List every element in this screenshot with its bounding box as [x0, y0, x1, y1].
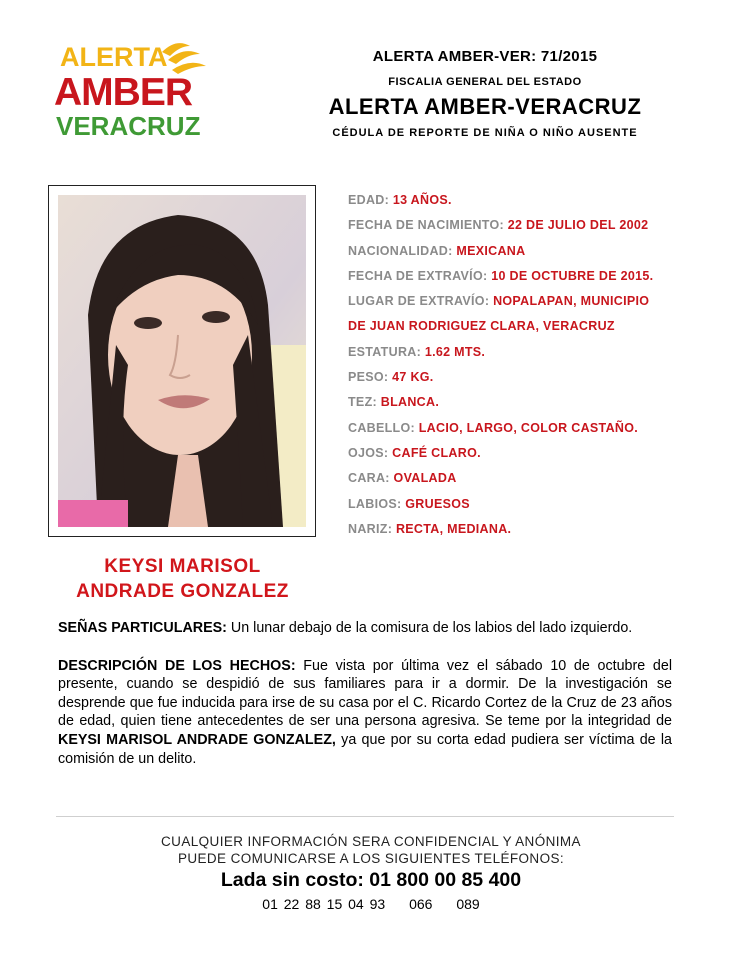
detail-value: OVALADA [393, 471, 457, 486]
missing-child-photo [48, 185, 316, 537]
detail-value: 1.62 MTS. [424, 344, 486, 359]
detail-value: BLANCA. [380, 395, 440, 410]
detail-row [348, 269, 720, 294]
detail-label: LABIOS: [348, 496, 406, 511]
logo-word-amber: AMBER [54, 71, 192, 114]
detail-value: NOPALAPAN, MUNICIPIO [493, 294, 650, 309]
name-line-1: KEYSI MARISOL [104, 556, 261, 577]
detail-value: GRUESOS [405, 496, 470, 511]
alerta-amber-logo [50, 38, 210, 142]
detail-row [348, 446, 720, 471]
name-line-2: ANDRADE GONZALEZ [76, 581, 289, 602]
detail-label: LUGAR DE EXTRAVÍO: [348, 294, 494, 309]
amber-logo-graphic [50, 38, 210, 142]
detail-value: CAFÉ CLARO. [392, 445, 481, 460]
detail-label: PESO: [348, 370, 393, 385]
confidential-notice: CUALQUIER INFORMACIÓN SERA CONFIDENCIAL Y ANÓNIMA [161, 834, 581, 849]
detail-row [348, 294, 720, 319]
case-description-block [58, 619, 672, 768]
detail-row [348, 421, 720, 446]
logo-word-alerta: ALERTA [60, 42, 168, 72]
agency-name: FISCALIA GENERAL DEL ESTADO [388, 76, 582, 88]
page-subtitle: CÉDULA DE REPORTE DE NIÑA O NIÑO AUSENTE [332, 127, 638, 139]
detail-value: 13 AÑOS. [392, 193, 452, 207]
detail-label: NACIONALIDAD: [348, 243, 457, 258]
detail-label: TEZ: [348, 395, 381, 410]
detail-row [348, 497, 720, 522]
detail-row [348, 522, 720, 547]
detail-value: 22 DE JULIO DEL 2002 [507, 218, 649, 233]
missing-person-name [40, 554, 325, 604]
physical-details-list [348, 193, 720, 547]
senas-label: SEÑAS PARTICULARES: [58, 620, 227, 636]
phone-numbers [0, 896, 742, 912]
phone-number: 066 [409, 896, 433, 912]
detail-label: FECHA DE NACIMIENTO: [348, 218, 508, 233]
detail-label: EDAD: [348, 193, 393, 207]
descripcion-name: KEYSI MARISOL ANDRADE GONZALEZ, [58, 731, 336, 748]
alert-code: ALERTA AMBER-VER: 71/2015 [372, 48, 598, 65]
phone-number: 089 [456, 896, 480, 912]
distinguishing-marks [58, 619, 672, 638]
descripcion-text-1: Fue vista por última vez el sábado 10 de octubre del presente, cuando se despidió de sus familiares para ir a dormir. De la investigación se desprende que fue inducida para irse de su casa por el C. Ricardo Cortez de la Cruz de 23 años de edad, quien tiene antecedentes de ser una persona agresiva. Se teme por la integridad de [58, 657, 672, 730]
detail-label: CABELLO: [348, 420, 419, 435]
portrait-image [58, 195, 306, 527]
detail-value: MEXICANA [456, 243, 526, 258]
detail-label: ESTATURA: [348, 344, 425, 359]
detail-label: FECHA DE EXTRAVÍO: [348, 268, 492, 283]
detail-label: CARA: [348, 471, 394, 486]
detail-value: 47 KG. [392, 370, 434, 385]
logo-word-veracruz: VERACRUZ [56, 111, 201, 141]
divider [56, 816, 674, 817]
detail-value: RECTA, MEDIANA. [395, 521, 512, 536]
detail-value: LACIO, LARGO, COLOR CASTAÑO. [418, 420, 639, 435]
detail-label: NARIZ: [348, 521, 396, 536]
detail-row [348, 218, 720, 243]
phone-number: 01 22 88 15 04 93 [262, 896, 386, 912]
senas-text: Un lunar debajo de la comisura de los labios del lado izquierdo. [226, 620, 633, 636]
detail-row [348, 244, 720, 269]
detail-row [348, 345, 720, 370]
toll-free-number: Lada sin costo: 01 800 00 85 400 [220, 869, 522, 891]
contact-notice: PUEDE COMUNICARSE A LOS SIGUIENTES TELÉFONOS: [177, 851, 565, 866]
detail-row [348, 193, 720, 218]
detail-value: 10 DE OCTUBRE DE 2015. [491, 268, 654, 283]
descripcion-label: DESCRIPCIÓN DE LOS HECHOS: [58, 657, 296, 674]
descripcion-text-2: ya que por su corta edad pudiera ser víctima de la comisión de un delito. [58, 731, 672, 767]
detail-row [348, 395, 720, 420]
facts-description [58, 657, 672, 769]
page-title: ALERTA AMBER-VERACRUZ [328, 94, 642, 119]
detail-row [348, 471, 720, 496]
detail-label: OJOS: [348, 445, 393, 460]
detail-row [348, 370, 720, 395]
detail-row [348, 319, 720, 344]
detail-value: DE JUAN RODRIGUEZ CLARA, VERACRUZ [348, 319, 615, 334]
